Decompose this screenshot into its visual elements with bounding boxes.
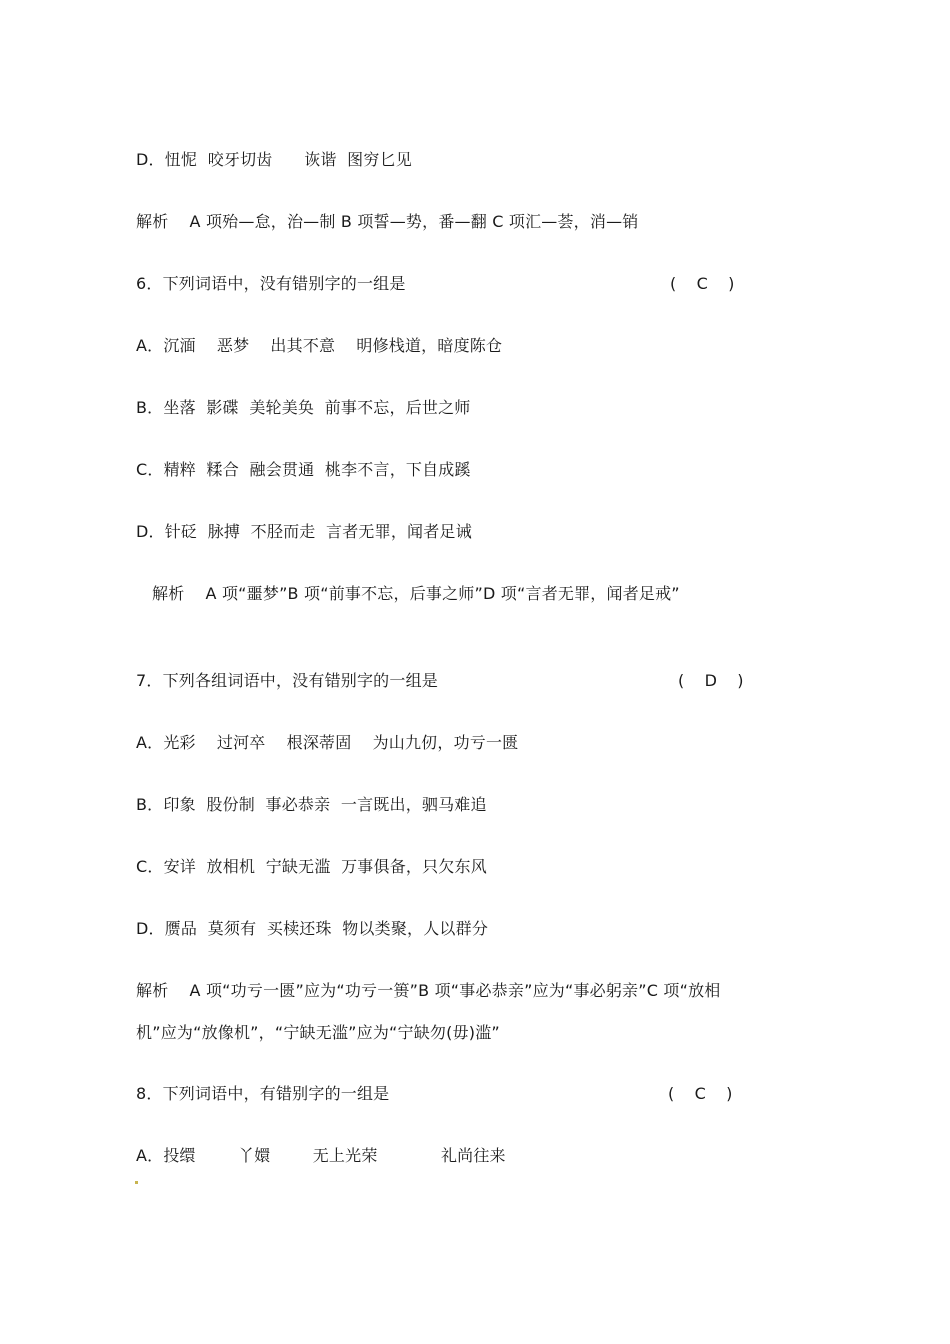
q6-answer: ( C ) bbox=[670, 274, 735, 293]
stray-mark bbox=[135, 1181, 138, 1184]
q6-stem: 6．下列词语中，没有错别字的一组是 bbox=[136, 274, 406, 293]
q7-option-c: C．安详 放相机 宁缺无滥 万事俱备，只欠东风 bbox=[136, 857, 487, 876]
q5-option-d: D．忸怩 咬牙切齿 诙谐 图穷匕见 bbox=[136, 150, 412, 169]
q7-option-d: D．赝品 莫须有 买椟还珠 物以类聚，人以群分 bbox=[136, 919, 489, 938]
q6-option-c: C．精粹 糅合 融会贯通 桃李不言，下自成蹊 bbox=[136, 460, 471, 479]
q6-option-b: B．坐落 影碟 美轮美奂 前事不忘，后世之师 bbox=[136, 398, 471, 417]
q7-option-b: B．印象 股份制 事必恭亲 一言既出，驷马难追 bbox=[136, 795, 487, 814]
q7-option-a: A．光彩 过河卒 根深蒂固 为山九仞，功亏一匮 bbox=[136, 733, 519, 752]
q7-analysis-line-2: 机”应为“放像机”，“宁缺无滥”应为“宁缺勿(毋)滥” bbox=[136, 1023, 500, 1042]
q8-option-a: A．投缳 丫嬛 无上光荣 礼尚往来 bbox=[136, 1146, 506, 1165]
q6-analysis: 解析 A 项“噩梦”B 项“前事不忘，后事之师”D 项“言者无罪，闻者足戒” bbox=[152, 584, 680, 603]
q8-answer: ( C ) bbox=[668, 1084, 733, 1103]
q8-stem: 8．下列词语中，有错别字的一组是 bbox=[136, 1084, 390, 1103]
q5-analysis: 解析 A 项殆—怠，治—制 B 项誓—势，番—翻 C 项汇—荟，消—销 bbox=[136, 212, 639, 231]
q6-option-d: D．针砭 脉搏 不胫而走 言者无罪，闻者足诫 bbox=[136, 522, 472, 541]
q6-option-a: A．沉湎 恶梦 出其不意 明修栈道，暗度陈仓 bbox=[136, 336, 503, 355]
q7-answer: ( D ) bbox=[678, 671, 744, 690]
q7-analysis-line-1: 解析 A 项“功亏一匮”应为“功亏一篑”B 项“事必恭亲”应为“事必躬亲”C 项“放相 bbox=[136, 981, 721, 1000]
q7-stem: 7．下列各组词语中，没有错别字的一组是 bbox=[136, 671, 438, 690]
